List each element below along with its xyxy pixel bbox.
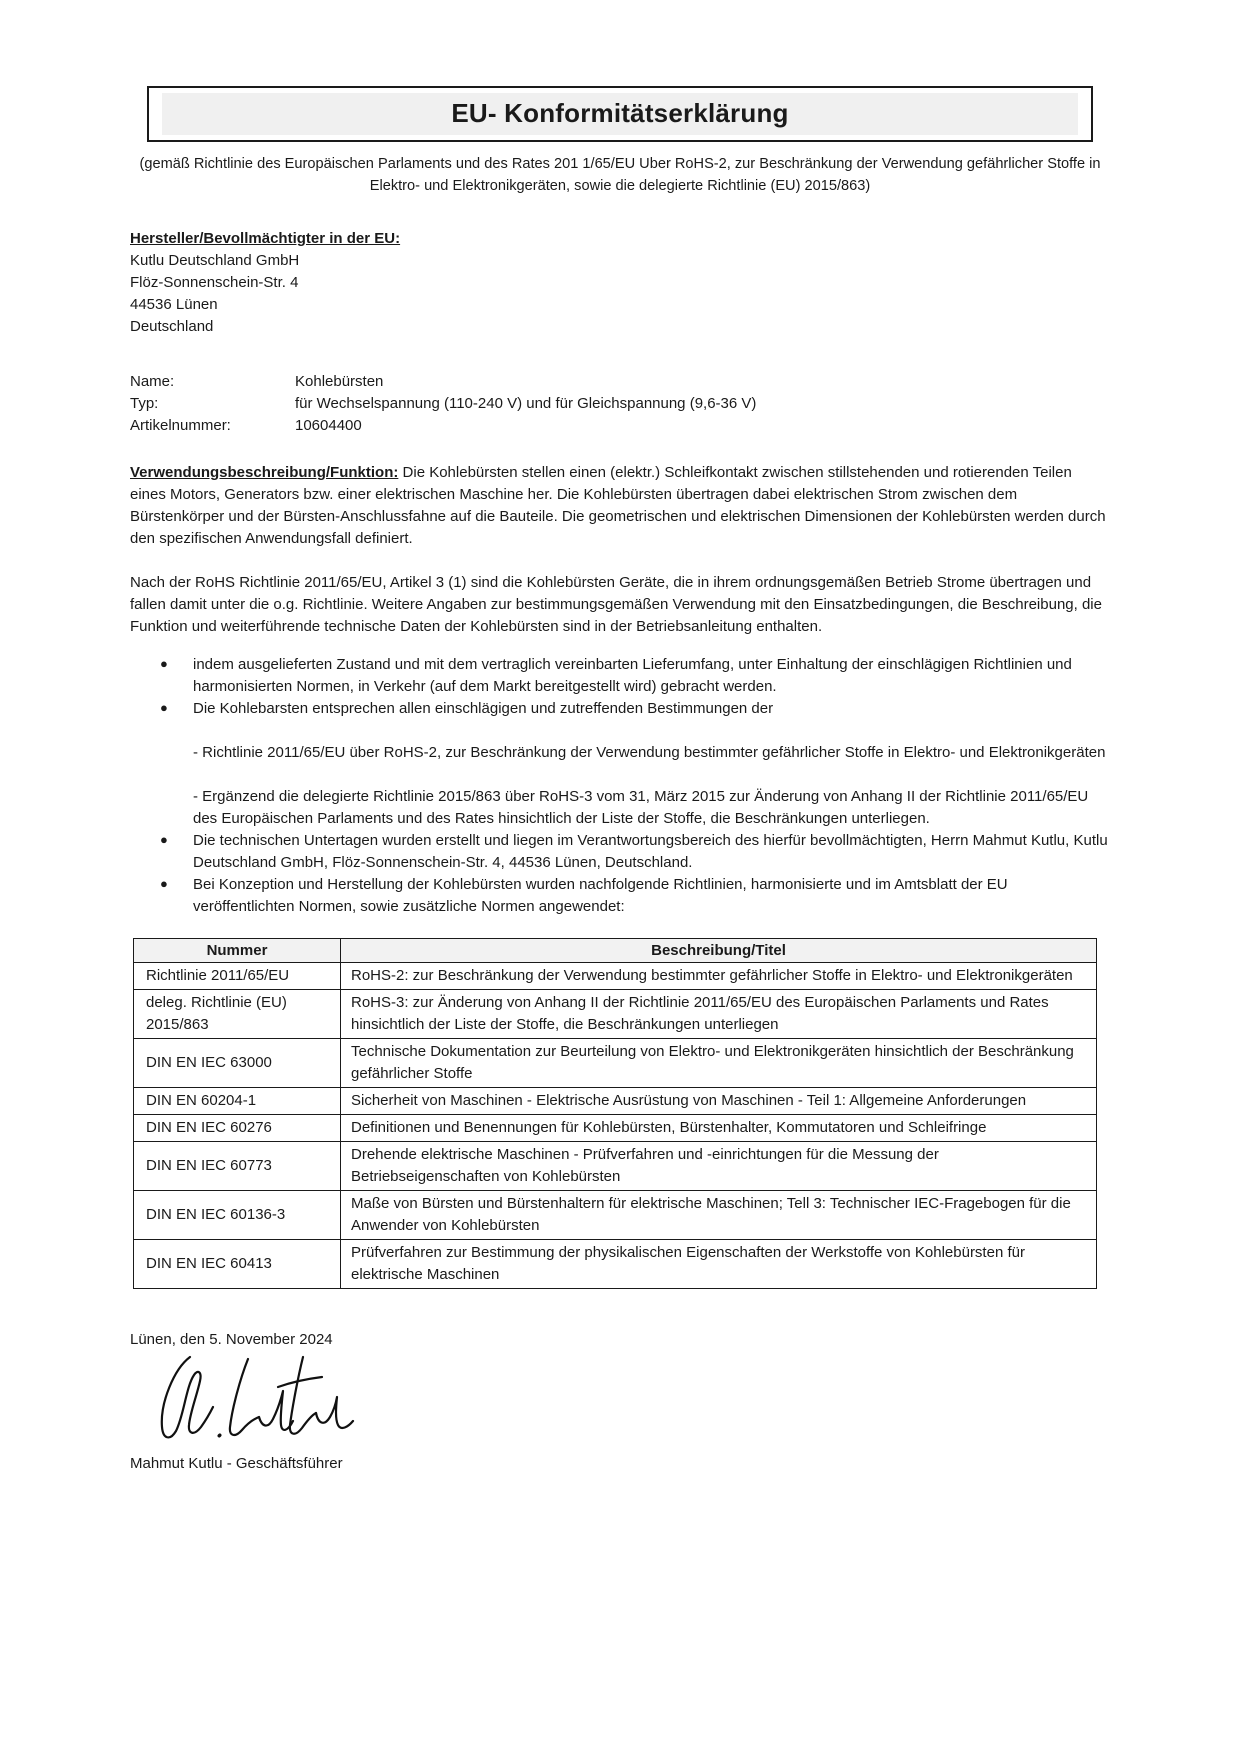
bullet-icon: ● <box>160 832 168 847</box>
table-row <box>134 1240 1097 1289</box>
subtitle: (gemäß Richtlinie des Europäischen Parlaments und des Rates 201 1/65/EU Uber RoHS-2, zur Beschränkung der Verwendung gefährlicher Stoffe in Elektro- und Elektronikgeräten, sowie die delegierte Richtlinie (EU) 2015/863) <box>139 156 1101 194</box>
product-articlenumber-value: 10604400 <box>295 417 362 434</box>
manufacturer-city: 44536 Lünen <box>130 296 218 313</box>
manufacturer-street: Flöz-Sonnenschein-Str. 4 <box>130 274 299 291</box>
norm-number: DIN EN IEC 60413 <box>134 1240 341 1289</box>
product-section <box>130 371 1110 437</box>
signature-image <box>152 1353 362 1449</box>
list-item <box>130 654 1110 698</box>
norm-number: DIN EN IEC 63000 <box>134 1039 341 1088</box>
bullet-icon: ● <box>160 876 168 891</box>
norm-description: Maße von Bürsten und Bürstenhaltern für elektrische Maschinen; Tell 3: Technischer IEC-Fragebogen für die Anwender von Kohlebürsten <box>341 1191 1097 1240</box>
title-box <box>147 86 1093 142</box>
bullet-list <box>130 654 1110 918</box>
bullet-text: indem ausgelieferten Zustand und mit dem vertraglich vereinbarten Lieferumfang, unter Einhaltung der einschlägigen Richtlinien und harmonisierten Normen, in Verkehr (auf dem Markt bereitgestellt wird) gebracht werden. <box>193 656 1072 695</box>
product-type-label: Typ: <box>130 395 159 412</box>
bullet-text: Die technischen Untertagen wurden erstellt und liegen im Verantwortungsbereich des hierfür bevollmächtigten, Herrn Mahmut Kutlu, Kutlu Deutschland GmbH, Flöz-Sonnenschein-Str. 4, 44536 Lünen, Deutschland. <box>193 832 1108 871</box>
rohs-paragraph: Nach der RoHS Richtlinie 2011/65/EU, Artikel 3 (1) sind die Kohlebürsten Geräte, die in ihrem ordnungsgemäßen Betrieb Strome übertragen und fallen damit unter die o.g. Richtlinie. Weitere Angaben zur bestimmungsgemäßen Verwendung mit den Einsatzbedingungen, die Beschreibung, die Funktion und weiterführende technische Daten der Kohlebürsten sind in der Betriebsanleitung enthalten. <box>130 574 1102 635</box>
norm-number: DIN EN IEC 60136-3 <box>134 1191 341 1240</box>
manufacturer-country: Deutschland <box>130 318 214 335</box>
product-name-label: Name: <box>130 373 175 390</box>
usage-text: Die Kohlebürsten stellen einen (elektr.) Schleifkontakt zwischen stillstehenden und rotierenden Teilen eines Motors, Generators bzw. einer elektrischen Maschine her. Die Kohlebürsten übertragen dabei elektrischen Strom zwischen dem Bürstenkörper und der Bürsten-Anschlussfahne auf die Bauteile. Die geometrischen und elektrischen Dimensionen der Kohlebürsten werden durch den spezifischen Anwendungsfall definiert. <box>130 464 1106 547</box>
date-line: Lünen, den 5. November 2024 <box>130 1331 333 1348</box>
table-row <box>134 1191 1097 1240</box>
product-row <box>130 393 1110 415</box>
product-articlenumber-label: Artikelnummer: <box>130 417 231 434</box>
bullet-text: Die Kohlebarsten entsprechen allen einschlägigen und zutreffenden Bestimmungen der <box>193 700 774 717</box>
norm-number: deleg. Richtlinie (EU) 2015/863 <box>134 990 341 1039</box>
manufacturer-section <box>130 228 1110 338</box>
usage-paragraph <box>130 462 1110 550</box>
norm-description: Sicherheit von Maschinen - Elektrische Ausrüstung von Maschinen - Teil 1: Allgemeine Anforderungen <box>341 1088 1097 1115</box>
norm-number: Richtlinie 2011/65/EU <box>134 963 341 990</box>
bullet-text: Bei Konzeption und Herstellung der Kohlebürsten wurden nachfolgende Richtlinien, harmonisierte und im Amtsblatt der EU veröffentlichten Normen, sowie zusätzliche Normen angewendet: <box>193 876 1008 915</box>
product-row <box>130 371 1110 393</box>
bullet-icon: ● <box>160 656 168 671</box>
list-subitem: - Richtlinie 2011/65/EU über RoHS-2, zur Beschränkung der Verwendung bestimmter gefährlicher Stoffe in Elektro- und Elektronikgeräten <box>193 744 1106 761</box>
title-band <box>162 93 1078 135</box>
product-name-value: Kohlebürsten <box>295 373 384 390</box>
manufacturer-heading: Hersteller/Bevollmächtigter in der EU: <box>130 230 401 247</box>
norm-description: RoHS-2: zur Beschränkung der Verwendung bestimmter gefährlicher Stoffe in Elektro- und Elektronikgeräten <box>341 963 1097 990</box>
table-row <box>134 1088 1097 1115</box>
norm-description: Drehende elektrische Maschinen - Prüfverfahren und -einrichtungen für die Messung der Betriebseigenschaften von Kohlebürsten <box>341 1142 1097 1191</box>
column-header-nummer: Nummer <box>134 939 341 963</box>
norm-description: RoHS-3: zur Änderung von Anhang II der Richtlinie 2011/65/EU des Europäischen Parlaments und Rates hinsichtlich der Liste der Stoffe, die Beschränkungen unterliegen <box>341 990 1097 1039</box>
table-row <box>134 1039 1097 1088</box>
norm-description: Prüfverfahren zur Bestimmung der physikalischen Eigenschaften der Werkstoffe von Kohlebürsten für elektrische Maschinen <box>341 1240 1097 1289</box>
norms-table <box>133 938 1097 1289</box>
list-item <box>130 830 1110 874</box>
product-row <box>130 415 1110 437</box>
bullet-icon: ● <box>160 700 168 715</box>
manufacturer-name: Kutlu Deutschland GmbH <box>130 252 300 269</box>
list-item <box>130 698 1110 720</box>
signatory-name: Mahmut Kutlu - Geschäftsführer <box>130 1455 343 1472</box>
norm-number: DIN EN IEC 60276 <box>134 1115 341 1142</box>
list-item <box>130 874 1110 918</box>
table-header-row <box>134 939 1097 963</box>
usage-heading: Verwendungsbeschreibung/Funktion: <box>130 464 399 481</box>
column-header-beschreibung: Beschreibung/Titel <box>341 939 1097 963</box>
product-type-value: für Wechselspannung (110-240 V) und für Gleichspannung (9,6-36 V) <box>295 395 757 412</box>
norm-description: Technische Dokumentation zur Beurteilung von Elektro- und Elektronikgeräten hinsichtlich der Beschränkung gefährlicher Stoffe <box>341 1039 1097 1088</box>
table-row <box>134 1142 1097 1191</box>
list-subitem: - Ergänzend die delegierte Richtlinie 2015/863 über RoHS-3 vom 31, März 2015 zur Änderung von Anhang II der Richtlinie 2011/65/EU des Europäischen Parlaments und des Rates hinsichtlich der Liste der Stoffe, die Beschränkungen unterliegen. <box>193 788 1089 827</box>
table-row <box>134 1115 1097 1142</box>
norm-number: DIN EN IEC 60773 <box>134 1142 341 1191</box>
page-title: EU- Konformitätserklärung <box>451 98 789 128</box>
table-row <box>134 990 1097 1039</box>
norm-description: Definitionen und Benennungen für Kohlebürsten, Bürstenhalter, Kommutatoren und Schleifringe <box>341 1115 1097 1142</box>
table-row <box>134 963 1097 990</box>
norm-number: DIN EN 60204-1 <box>134 1088 341 1115</box>
signature-block <box>130 1329 1110 1475</box>
